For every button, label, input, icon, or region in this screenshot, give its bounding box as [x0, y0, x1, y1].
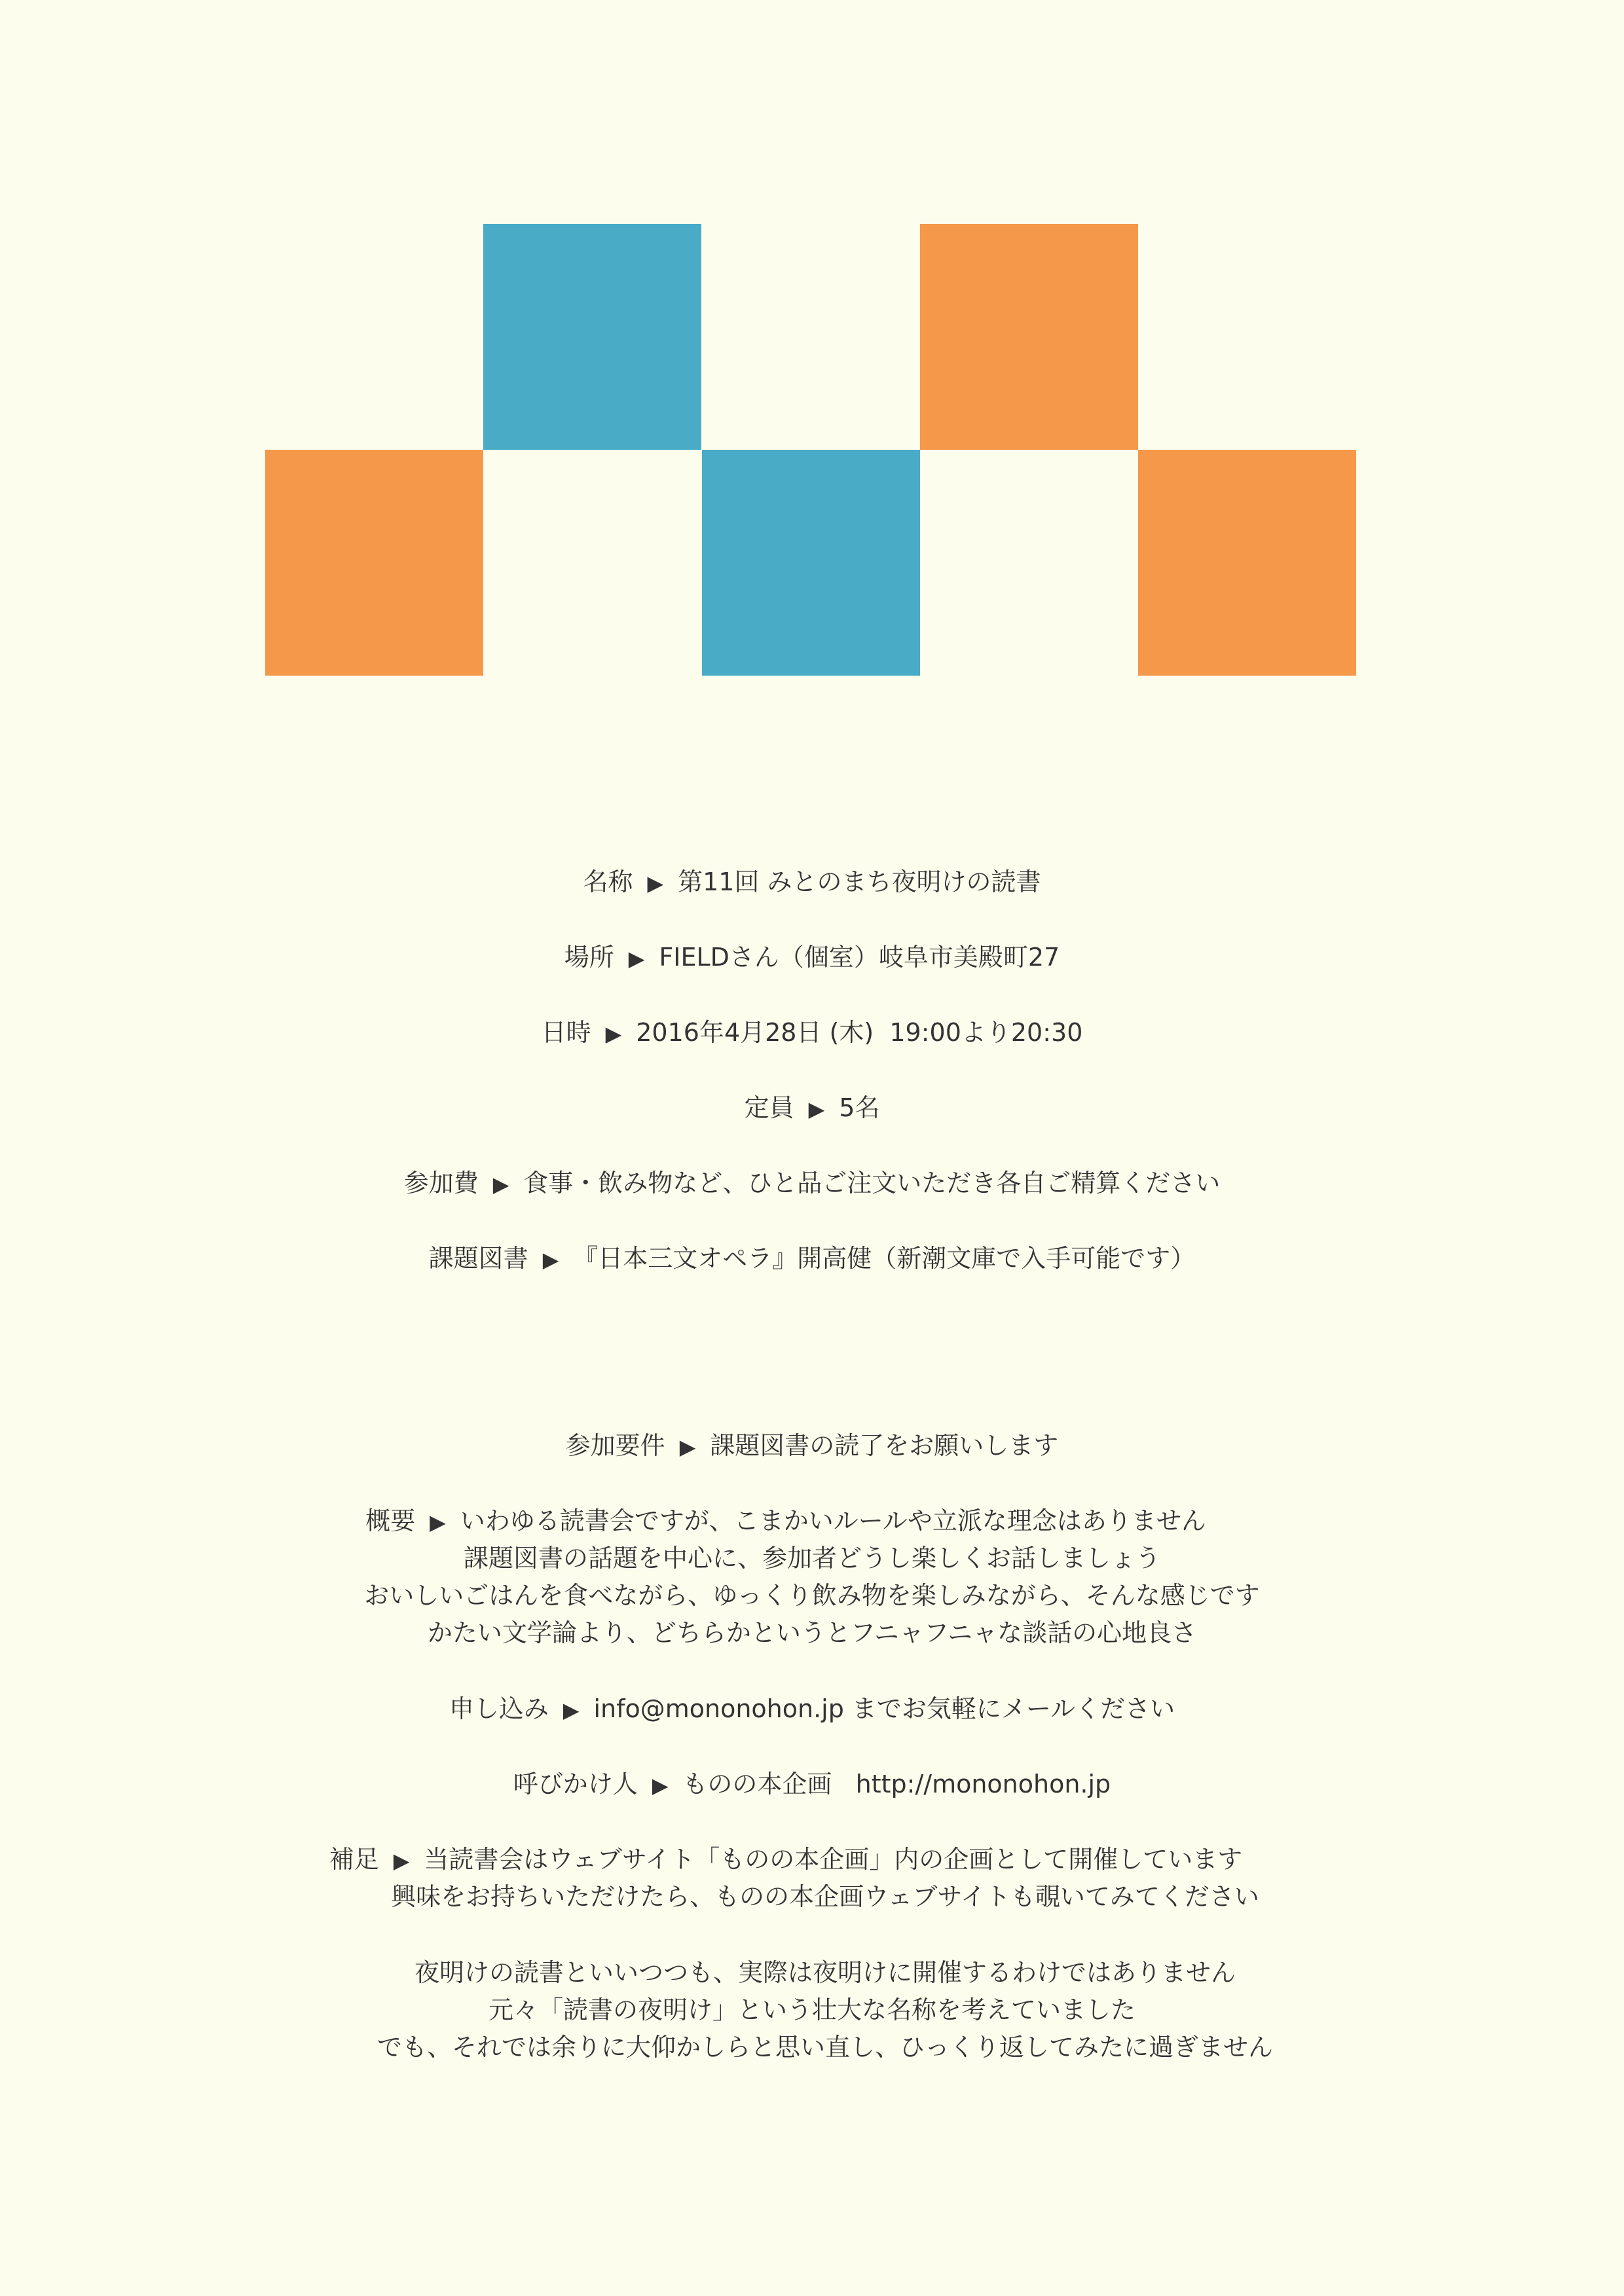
arrow-icon: ▶ [647, 871, 664, 896]
info-value: 食事・飲み物など、ひと品ご注文いただき各自ご精算ください [523, 1169, 1221, 1197]
apply-label: 申し込み [449, 1694, 549, 1723]
info-row-datetime [0, 1016, 1624, 1050]
arrow-icon: ▶ [430, 1510, 446, 1535]
overview-line-1: いわゆる読書会ですが、こまかいルールや立派な理念はありません [460, 1506, 1206, 1535]
info-label: 名称 [583, 867, 633, 896]
arrow-icon: ▶ [563, 1698, 580, 1722]
orange-block-3 [1138, 450, 1356, 676]
arrow-icon: ▶ [542, 1247, 559, 1272]
info-row-name [0, 866, 1624, 900]
arrow-icon: ▶ [652, 1773, 669, 1798]
arrow-icon: ▶ [393, 1848, 410, 1873]
arrow-icon: ▶ [492, 1172, 509, 1197]
info-label: 課題図書 [428, 1244, 528, 1273]
note-line-2: 興味をお持ちいただけたら、ものの本企画ウェブサイトも覗いてみてください [391, 1882, 1259, 1911]
apply-value: info@mononohon.jp までお気軽にメールください [593, 1694, 1175, 1723]
arrow-icon: ▶ [628, 946, 645, 971]
note-row [0, 1843, 1598, 1877]
info-label: 場所 [564, 943, 614, 972]
info-row-fee [0, 1167, 1624, 1201]
note-label: 補足 [329, 1845, 379, 1874]
overview-row [0, 1504, 1598, 1539]
info-value: 2016年4月28日 (木) 19:00より20:30 [636, 1018, 1083, 1047]
blue-block-2 [702, 450, 920, 676]
arrow-icon: ▶ [605, 1021, 622, 1046]
overview-line-3: おいしいごはんを食べながら、ゆっくり飲み物を楽しみながら、そんな感じです [364, 1581, 1260, 1610]
overview-label: 概要 [365, 1506, 416, 1535]
requirements-value: 課題図書の読了をお願いします [710, 1431, 1059, 1460]
note-line-4: 元々「読書の夜明け」という壮大な名称を考えていました [488, 1995, 1135, 2024]
info-row-book [0, 1242, 1624, 1276]
info-value: FIELDさん（個室）岐阜市美殿町27 [659, 943, 1060, 972]
requirements-label: 参加要件 [565, 1431, 665, 1460]
info-label: 日時 [541, 1018, 591, 1047]
note-line-3: 夜明けの読書といいつつも、実際は夜明けに開催するわけではありません [414, 1958, 1236, 1987]
overview-line-4: かたい文学論より、どちらかというとフニャフニャな談話の心地良さ [427, 1618, 1197, 1647]
organizer-value: ものの本企画 http://mononohon.jp [682, 1770, 1111, 1798]
apply-row [0, 1692, 1624, 1726]
requirements-row [0, 1429, 1624, 1463]
note-line-1: 当読書会はウェブサイト「ものの本企画」内の企画として開催しています [424, 1845, 1243, 1874]
overview-line-2: 課題図書の話題を中心に、参加者どうし楽しくお話しましょう [463, 1544, 1160, 1573]
orange-block-1 [265, 450, 483, 676]
orange-block-2 [920, 224, 1138, 450]
organizer-row [0, 1768, 1624, 1802]
arrow-icon: ▶ [808, 1097, 825, 1121]
info-label: 参加費 [403, 1169, 479, 1197]
info-row-capacity [0, 1091, 1624, 1125]
info-value: 5名 [839, 1093, 880, 1122]
info-value: 『日本三文オペラ』開高健（新潮文庫で入手可能です） [573, 1244, 1196, 1273]
arrow-icon: ▶ [679, 1434, 696, 1459]
info-label: 定員 [744, 1093, 794, 1122]
blue-block-1 [483, 224, 701, 450]
note-line-5: でも、それでは余りに大仰かしらと思い直し、ひっくり返してみたに過ぎません [377, 2033, 1273, 2062]
organizer-label: 呼びかけ人 [513, 1770, 638, 1798]
info-row-place [0, 941, 1624, 975]
info-value: 第11回 みとのまち夜明けの読書 [678, 867, 1041, 896]
